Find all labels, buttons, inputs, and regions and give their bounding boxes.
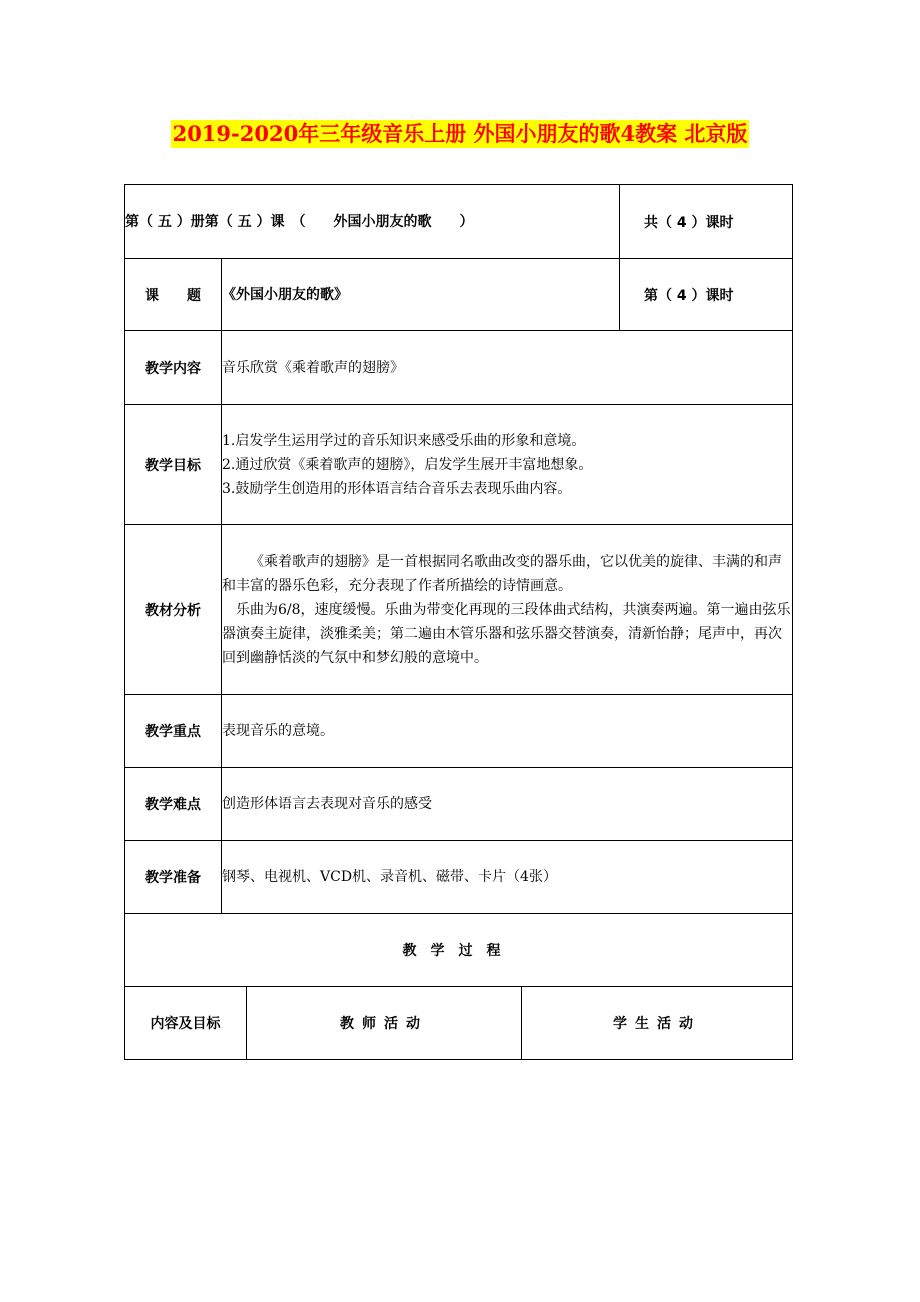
prep-value: 钢琴、电视机、VCD机、录音机、磁带、卡片（4张） bbox=[222, 841, 793, 914]
lesson-info-cell bbox=[125, 185, 620, 259]
analysis-paragraph: 乐曲为6/8，速度缓慢。乐曲为带变化再现的三段体曲式结构，共演奏两遍。第一遍由弦乐器演奏主旋律，淡雅柔美；第二遍由木管乐器和弦乐器交替演奏，清新怡静；尾声中，再次回到幽静恬淡的气氛中和梦幻般的意境中。 bbox=[222, 601, 791, 666]
content-value: 音乐欣赏《乘着歌声的翅膀》 bbox=[222, 331, 793, 405]
total-hours: 共（ 4 ）课时 bbox=[644, 214, 734, 231]
goals-label: 教学目标 bbox=[125, 405, 222, 525]
title-container bbox=[0, 120, 920, 148]
total-hours-cell bbox=[620, 185, 793, 259]
topic-label: 课 题 bbox=[125, 259, 222, 331]
difficulty-label: 教学难点 bbox=[125, 768, 222, 841]
key-value: 表现音乐的意境。 bbox=[222, 695, 793, 768]
process-columns-row bbox=[125, 987, 793, 1060]
header-row bbox=[125, 185, 793, 259]
prep-row bbox=[125, 841, 793, 914]
current-hour: 第（ 4 ）课时 bbox=[620, 259, 793, 331]
goal-item: 1.启发学生运用学过的音乐知识来感受乐曲的形象和意境。 bbox=[222, 432, 586, 449]
document-title: 2019-2020年三年级音乐上册 外国小朋友的歌4教案 北京版 bbox=[172, 121, 748, 146]
topic-value: 《外国小朋友的歌》 bbox=[222, 259, 620, 331]
analysis-paragraph: 《乘着歌声的翅膀》是一首根据同名歌曲改变的器乐曲，它以优美的旋律、丰满的和声和丰富的器乐色彩，充分表现了作者所描绘的诗情画意。 bbox=[222, 553, 782, 594]
process-heading: 教学过程 bbox=[402, 943, 515, 959]
col-student: 学生活动 bbox=[613, 1016, 701, 1032]
col-student-cell bbox=[522, 987, 793, 1060]
goal-item: 2.通过欣赏《乘着歌声的翅膀》，启发学生展开丰富地想象。 bbox=[222, 456, 593, 473]
content-row bbox=[125, 331, 793, 405]
col-teacher: 教师活动 bbox=[340, 1016, 428, 1032]
prep-label: 教学准备 bbox=[125, 841, 222, 914]
col-teacher-cell bbox=[247, 987, 522, 1060]
lesson-plan-table bbox=[124, 184, 793, 1060]
goal-item: 3.鼓励学生创造用的形体语言结合音乐去表现乐曲内容。 bbox=[222, 480, 572, 497]
analysis-cell bbox=[222, 525, 793, 695]
goals-row bbox=[125, 405, 793, 525]
process-heading-row bbox=[125, 914, 793, 987]
lesson-info: 第（ 五 ）册第（ 五 ）课 （ 外国小朋友的歌 ） bbox=[125, 213, 474, 230]
col-content: 内容及目标 bbox=[125, 987, 247, 1060]
key-row bbox=[125, 695, 793, 768]
analysis-row bbox=[125, 525, 793, 695]
difficulty-value: 创造形体语言去表现对音乐的感受 bbox=[222, 768, 793, 841]
difficulty-row bbox=[125, 768, 793, 841]
topic-row bbox=[125, 259, 793, 331]
goals-cell bbox=[222, 405, 793, 525]
content-label: 教学内容 bbox=[125, 331, 222, 405]
analysis-label: 教材分析 bbox=[125, 525, 222, 695]
process-heading-cell bbox=[125, 914, 793, 987]
key-label: 教学重点 bbox=[125, 695, 222, 768]
